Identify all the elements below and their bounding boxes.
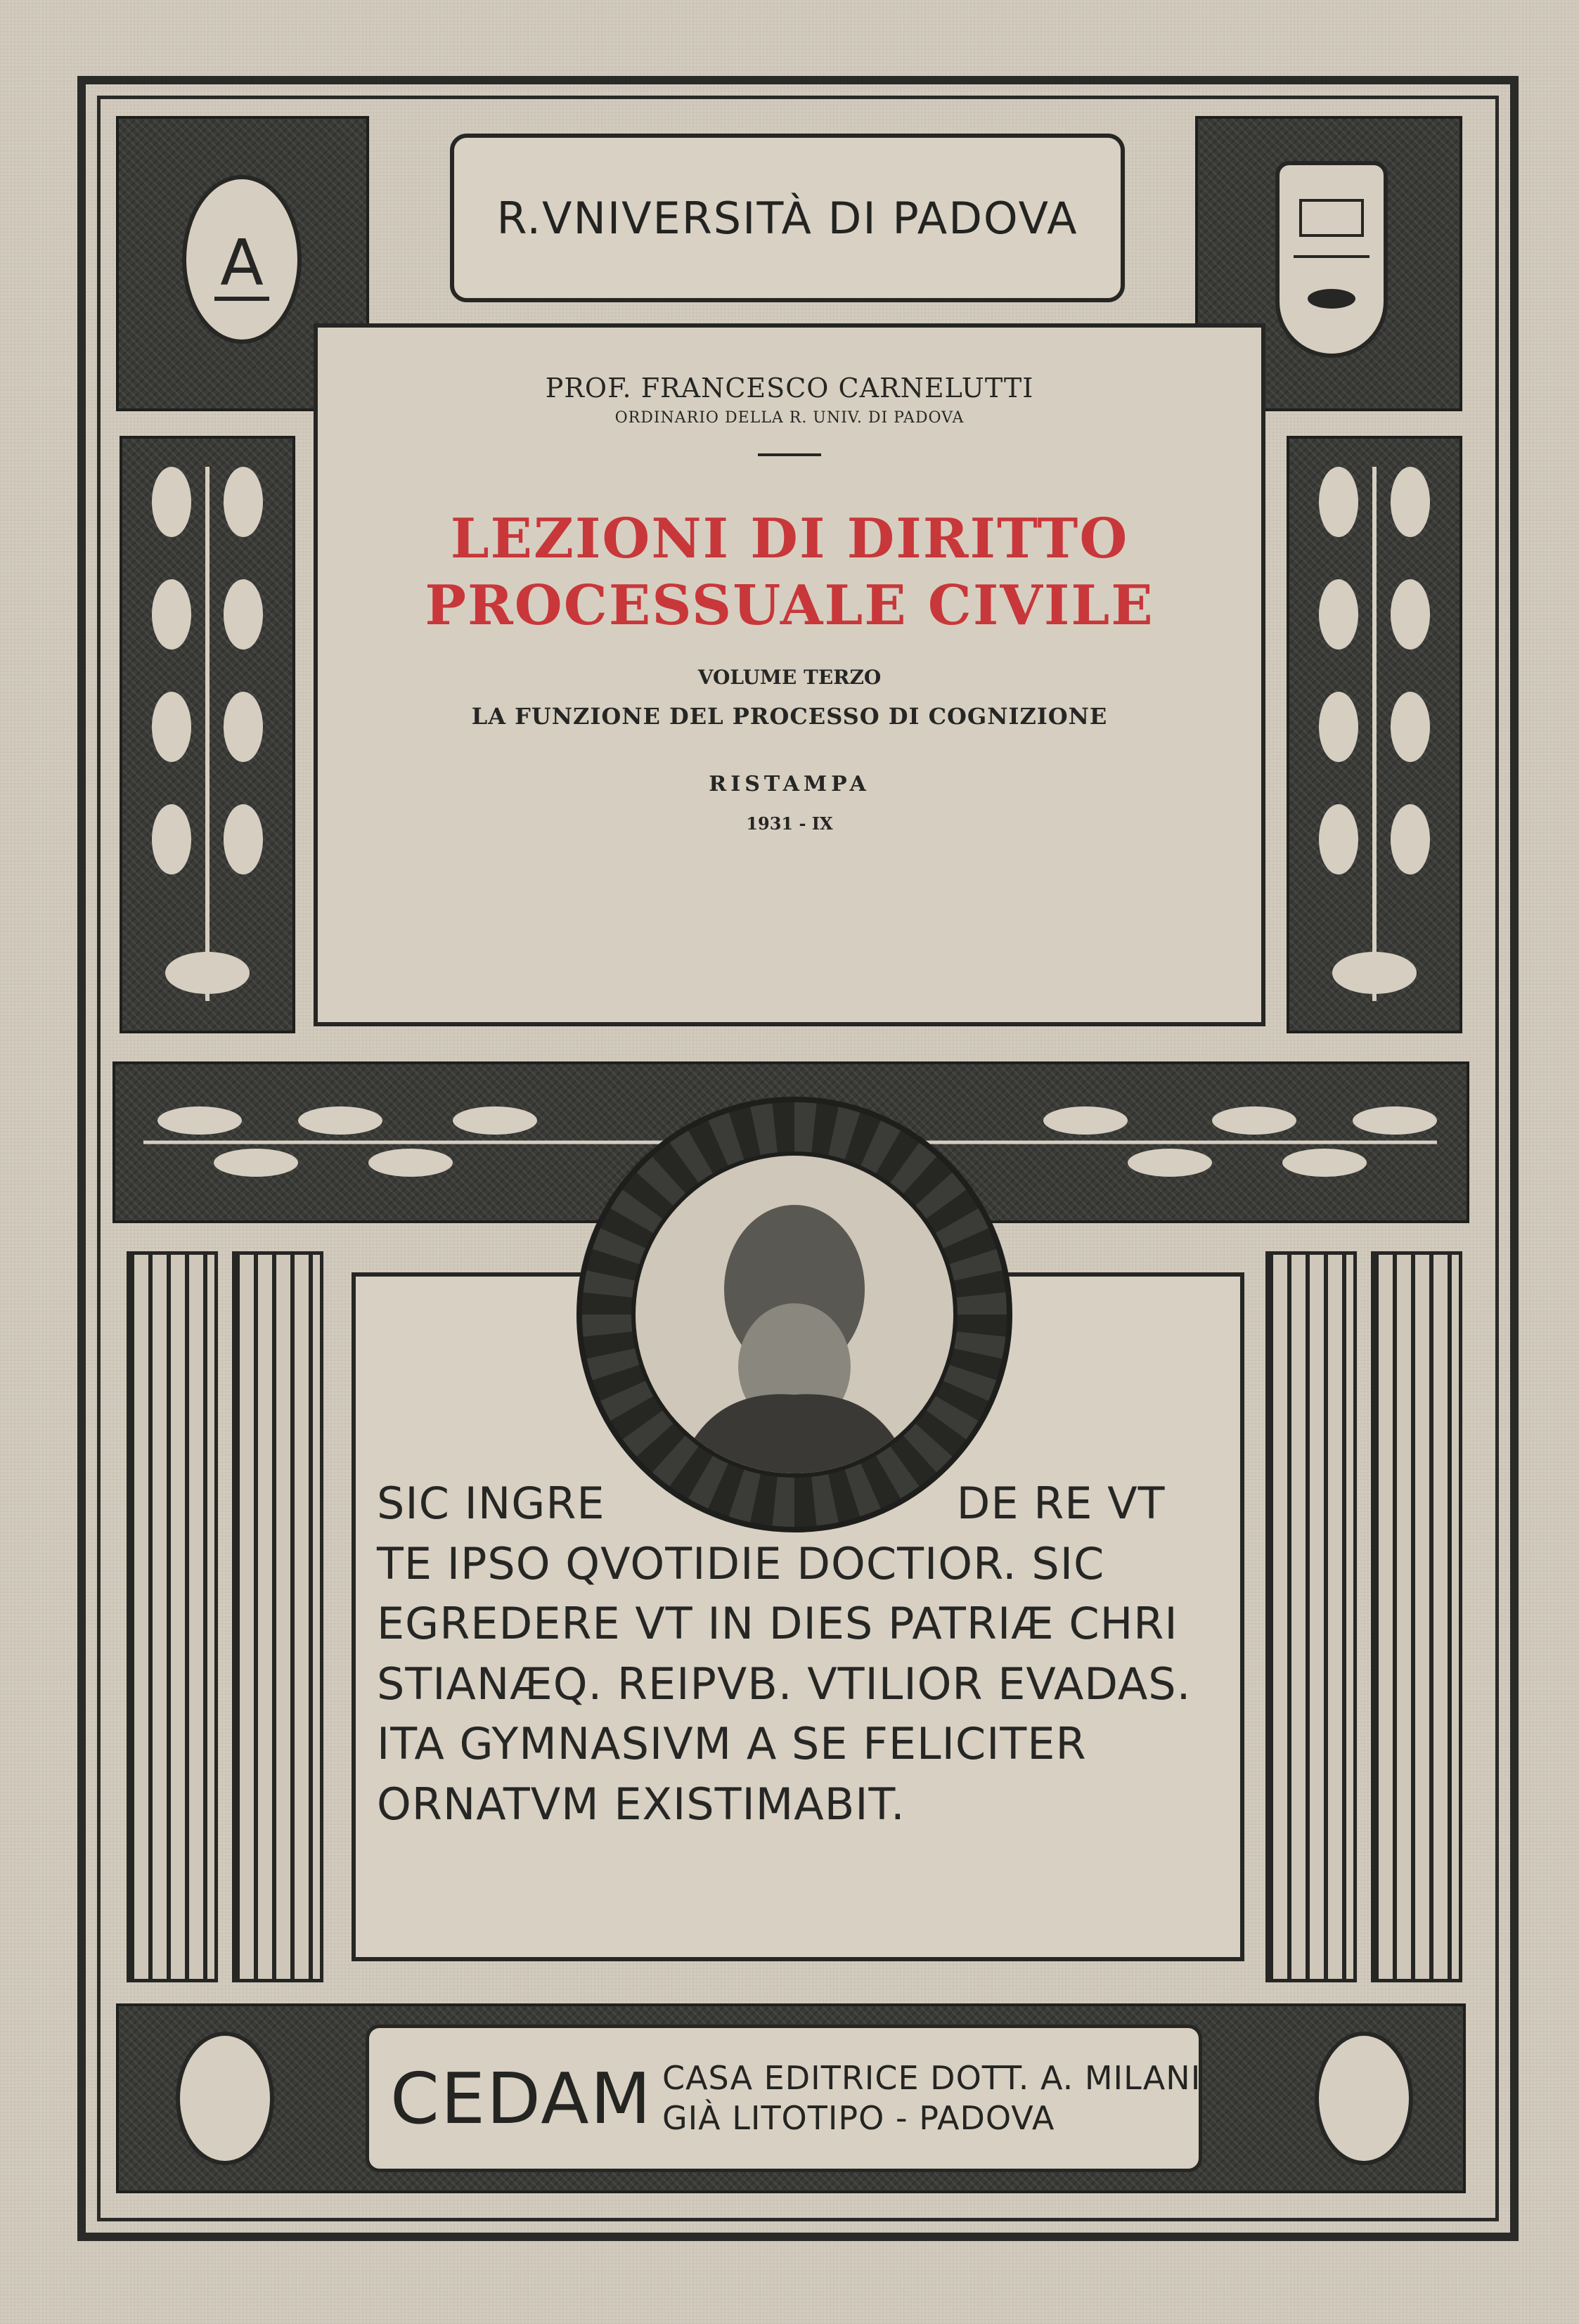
university-name: R.VNIVERSITÀ DI PADOVA: [496, 192, 1078, 244]
right-column-2: [1371, 1251, 1462, 1982]
floral-ornament-icon: [122, 439, 292, 1031]
right-column-1: [1265, 1251, 1357, 1982]
left-floral-panel: [120, 436, 295, 1033]
inscription-line-1: SIC INGRE DE RE VT: [377, 1478, 1166, 1529]
inscription-line-4: STIANÆQ. REIPVB. VTILIOR EVADAS.: [377, 1658, 1192, 1710]
book-title-line-1: LEZIONI DI DIRITTO: [450, 507, 1129, 571]
floral-ornament-icon: [1289, 439, 1459, 1031]
left-column-1: [127, 1251, 218, 1982]
publisher-details: [662, 2058, 1201, 2139]
publisher-box: [366, 2025, 1202, 2172]
inscription-line-2: TE IPSO QVOTIDIE DOCTIOR. SIC: [377, 1537, 1105, 1589]
publisher-line-2: GIÀ LITOTIPO - PADOVA: [662, 2099, 1055, 2137]
publisher-name: CEDAM: [390, 2057, 652, 2140]
left-column-2: [232, 1251, 323, 1982]
right-floral-panel: [1287, 436, 1462, 1033]
book-title: [314, 505, 1265, 639]
oval-emblem-icon: [1315, 2032, 1413, 2165]
svg-text:A: A: [220, 226, 264, 300]
title-area: [314, 330, 1265, 1019]
coat-of-arms-icon: [1275, 161, 1388, 358]
volume-label: VOLUME TERZO: [697, 666, 882, 690]
university-banner: [450, 134, 1125, 302]
publication-year: 1931 - IX: [746, 813, 833, 834]
author-position: ORDINARIO DELLA R. UNIV. DI PADOVA: [614, 409, 965, 427]
inscription-line-3: EGREDERE VT IN DIES PATRIÆ CHRI: [377, 1598, 1178, 1650]
portrait-medallion: [576, 1097, 1012, 1532]
volume-subtitle: LA FUNZIONE DEL PROCESSO DI COGNIZIONE: [471, 703, 1108, 730]
author-name: PROF. FRANCESCO CARNELUTTI: [545, 373, 1034, 404]
shield-emblem-icon: [176, 2032, 274, 2165]
publisher-line-1: CASA EDITRICE DOTT. A. MILANI: [662, 2058, 1201, 2097]
inscription-line-5: ITA GYMNASIVM A SE FELICITER: [377, 1718, 1087, 1770]
divider: [758, 453, 821, 456]
portrait-icon: [631, 1151, 958, 1478]
inscription-line-6: ORNATVM EXISTIMABIT.: [377, 1778, 905, 1830]
book-title-line-2: PROCESSUALE CIVILE: [425, 574, 1154, 638]
monogram-shield-icon: [182, 175, 302, 344]
edition-label: RISTAMPA: [709, 772, 870, 797]
